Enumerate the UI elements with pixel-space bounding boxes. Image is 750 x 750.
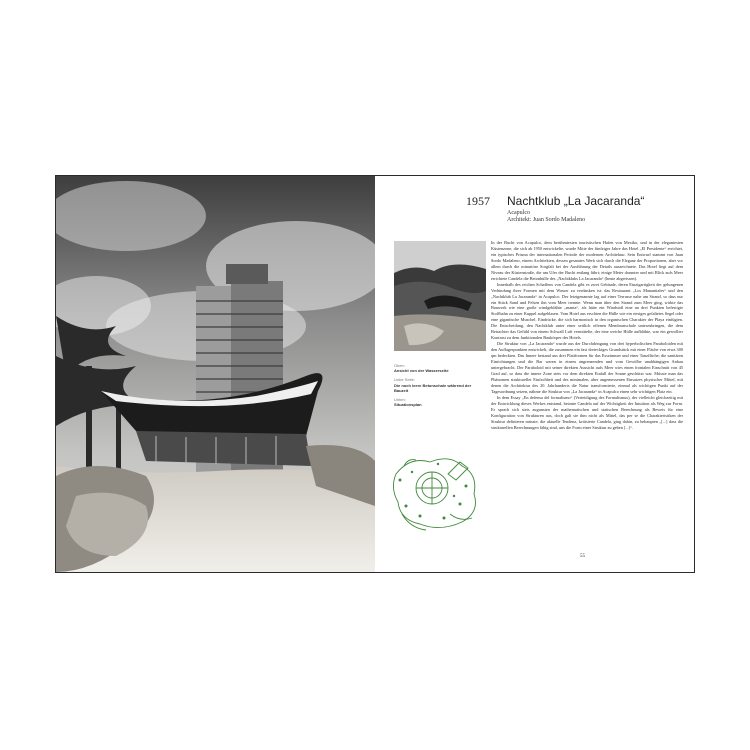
- caption-left-heading: Linke Seite:: [394, 377, 415, 383]
- caption-bottom-text: Situationsplan: [394, 402, 422, 408]
- caption-top-heading: Oben:: [394, 363, 405, 368]
- caption-top-text: Ansicht von der Wasserseite: [394, 368, 449, 374]
- body-paragraph: Innerhalb des reichen Schaffens von Candela gibt es zwei Gebäude, deren Einzigartigkeit der gelungenen Verbindung ihrer Formen mit dem Wasser zu verdanken ist: das Restaurant „Los Manantiales“ und den „Nachtklub La Jacaranda“ in Acapulco. Der letztgenannte lag auf einer Terrasse nahe am Strand, so dass nur ein Stück Sand und Felsen ihn vom Meer trennte. Wenn man über den Strand zum Meer ging, wirkte das Bauwerk wie eine große windgeblähte „manta“, als hätte ein Windstoß eine an drei Punkten befestigte Stoffbahn zu einer Kuppel aufgeblasen. Vom Hotel aus erschien die Hülle wie ein riesiges gefaltetes Segel oder eine gigantische Muschel. Eindrücke, die sich harmonisch in den organischen Charakter der Playa einfügten. Die Entscheidung, den Nachtklub unter einer seitlich offenen Membranschale unterzubringen, die dem Betrachter das Gefühl von einem Schwall Luft vermittelte, der eine weiche Hülle aufblähte, war ein gewollter Kontrast zu dem funktionalen Baukörper des Hotels.: [491, 281, 683, 341]
- book-spread: [55, 175, 695, 573]
- site-plan: [390, 444, 482, 534]
- article-architect: Architekt: Juan Sordo Madaleno: [507, 217, 586, 223]
- main-photo: [56, 176, 375, 572]
- main-photo-illustration: [56, 176, 375, 572]
- body-paragraph: In der Bucht von Acapulco, dem berühmtesten touristischen Hafen von Mexiko, und in der elegantesten Küstenzone, die sich ab 1950 entwickelte, wurde Mitte der fünfziger Jahre das Hotel „El Presidente“ errichtet, ein typisches Prisma der internationalen Periode der modernen Architektur. Sein Entwurf stammt von Juan Sordo Madaleno, einem Architekten, dessen gesamtes Werk sich durch die Eleganz der Proportionen, aber vor allem durch die minutiöse Sorgfalt bei der Ausführung der Details auszeichnete. Das Hotel liegt auf dem Niveau der Küstenstraße, die am Ufer der Bucht entlang führt; einige Meter darunter und mit Blick aufs Meer errichtete Candela die Betonhülle des „Nachtklubs La Jacaranda“ (heute abgerissen).: [491, 240, 683, 281]
- inset-photo: [394, 241, 486, 351]
- page-number: 55: [580, 554, 585, 559]
- text-page: [376, 176, 694, 572]
- caption-bottom-heading: Unten:: [394, 397, 406, 403]
- site-plan-drawing: [390, 444, 482, 534]
- captions: [394, 359, 474, 407]
- body-paragraph: In dem Essay „En defensa del formalismo“ (Verteidigung des Formalismus), der vielleicht gleichzeitig mit der Entwicklung dieses Werkes entstand, betonte Candela auf der Wichtigkeit der Intuition als Weg zur Form. Er sprach sich stets zugunsten der mathematischen und statischen Berechnung als Beweis für eine Konfiguration von Strukturen aus, doch galt sie ihm nicht als Mittel, das per se die Charakteristiken der Struktur definieren müsste; die aktuelle Tendenz, kritisierte Candela, ging dahin, zu behaupten „[...] dass die strukturellen Berechnungen fähig sind, uns die Form einer Struktur zu geben [...]“.: [491, 394, 683, 430]
- article-year: 1957: [466, 194, 490, 208]
- inset-photo-illustration: [394, 241, 486, 351]
- article-title: Nachtklub „La Jacaranda“: [507, 194, 645, 208]
- article-body: [491, 240, 683, 431]
- body-paragraph: Die Struktur von „La Jacaranda“ wurde aus der Durchdringung von drei hyperbolischen Paraboloiden mit den Auflagerpunkten entwickelt, die zusammen ein fast dreieckiges Grundstück mit einer Fläche von etwa 300 qm bedeckten. Das Innere bestand aus drei Plattformen für das Esszimmer und einer Tanzfläche; die sanitären Einrichtungen und die Bar waren in einem angrenzenden und vom Gewölbe unabhängigen Anbau untergebracht. Der Paraboloid mit seiner direkten Aussicht aufs Meer wies einen frontalen Einschnitt von 45 Grad auf, so dass die innere Zone stets vor dem direkten Einfall der Sonne geschützt war. Músste man das Phänomen struktureller Einfachheit und des minimalen, aber angemessenen Einsatzes physischer Mittel, mit denen die Architektur des 20. Jahrhunderts die Natur transformierte, einmal als wichtigen Punkt auf der Tagesordnung setzen, nähme die Struktur von „La Jacaranda“ in Acapulco einen sehr wichtigen Platz ein.: [491, 341, 683, 394]
- caption-left-text: Die noch leere Betonschale während der Bauzeit: [394, 382, 472, 393]
- article-place: Acapulco: [507, 210, 530, 216]
